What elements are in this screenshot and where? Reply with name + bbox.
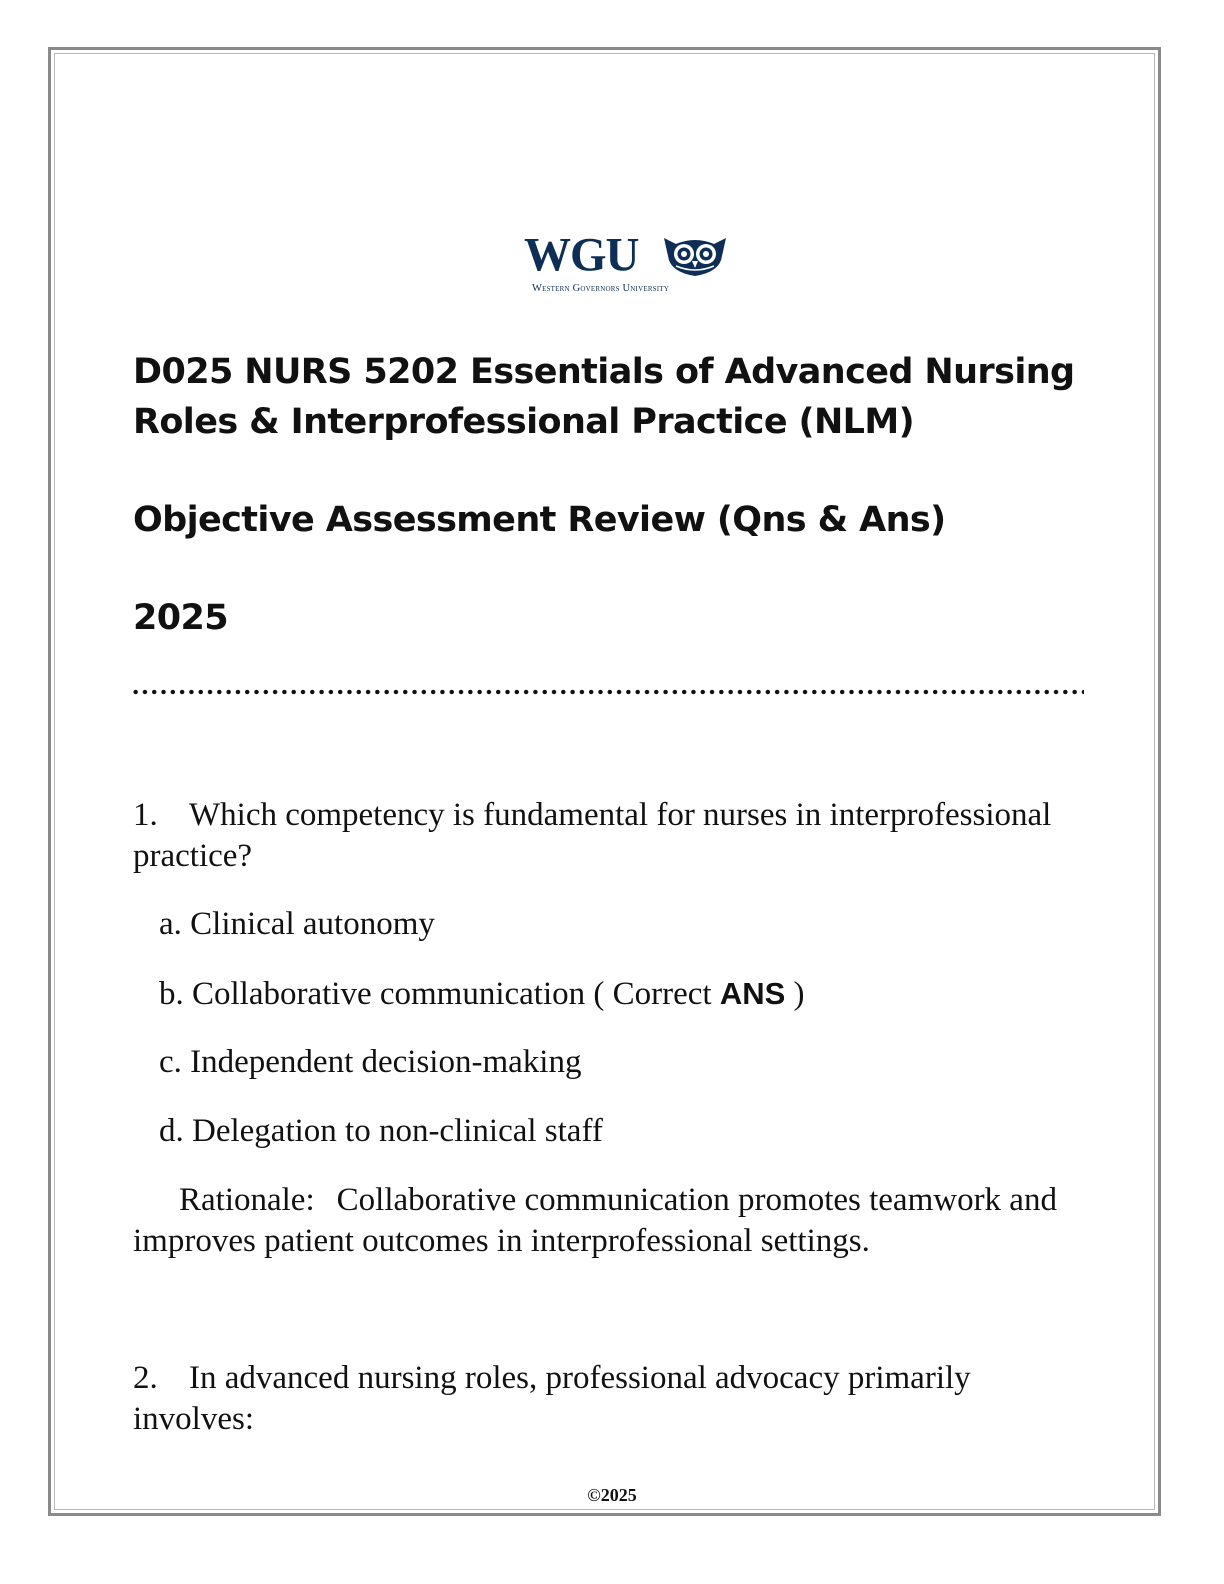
document-subtitle: Objective Assessment Review (Qns & Ans): [133, 500, 946, 540]
logo-wordmark: WGU: [524, 228, 639, 282]
question-number: 1.: [133, 797, 158, 833]
option-a: a. Clinical autonomy: [159, 906, 435, 942]
question-2: [133, 1358, 1093, 1440]
rationale: [133, 1180, 1093, 1262]
option-b: b. Collaborative communication ( Correct ANS ): [159, 976, 805, 1012]
dotted-divider: [131, 689, 1084, 695]
question-text: Which competency is fundamental for nurses in interprofessional practice?: [133, 797, 1052, 874]
logo-subtitle: Western Governors University: [532, 283, 670, 294]
question-1: [133, 795, 1093, 877]
option-c: c. Independent decision-making: [159, 1044, 582, 1080]
rationale-label: Rationale:: [179, 1182, 315, 1218]
question-text: In advanced nursing roles, professional advocacy primarily involves:: [133, 1360, 971, 1437]
document-year: 2025: [133, 598, 229, 638]
question-number: 2.: [133, 1360, 158, 1396]
rationale-text: Collaborative communication promotes teamwork and improves patient outcomes in interprofessional settings.: [133, 1182, 1057, 1259]
document-title: D025 NURS 5202 Essentials of Advanced Nursing Roles & Interprofessional Practice (NLM): [133, 352, 1075, 442]
footer-copyright: ©2025: [587, 1485, 637, 1505]
option-d: d. Delegation to non-clinical staff: [159, 1113, 603, 1149]
answer-tag: ANS: [719, 976, 786, 1011]
wgu-logo: [524, 228, 734, 296]
owl-icon: [662, 234, 728, 278]
